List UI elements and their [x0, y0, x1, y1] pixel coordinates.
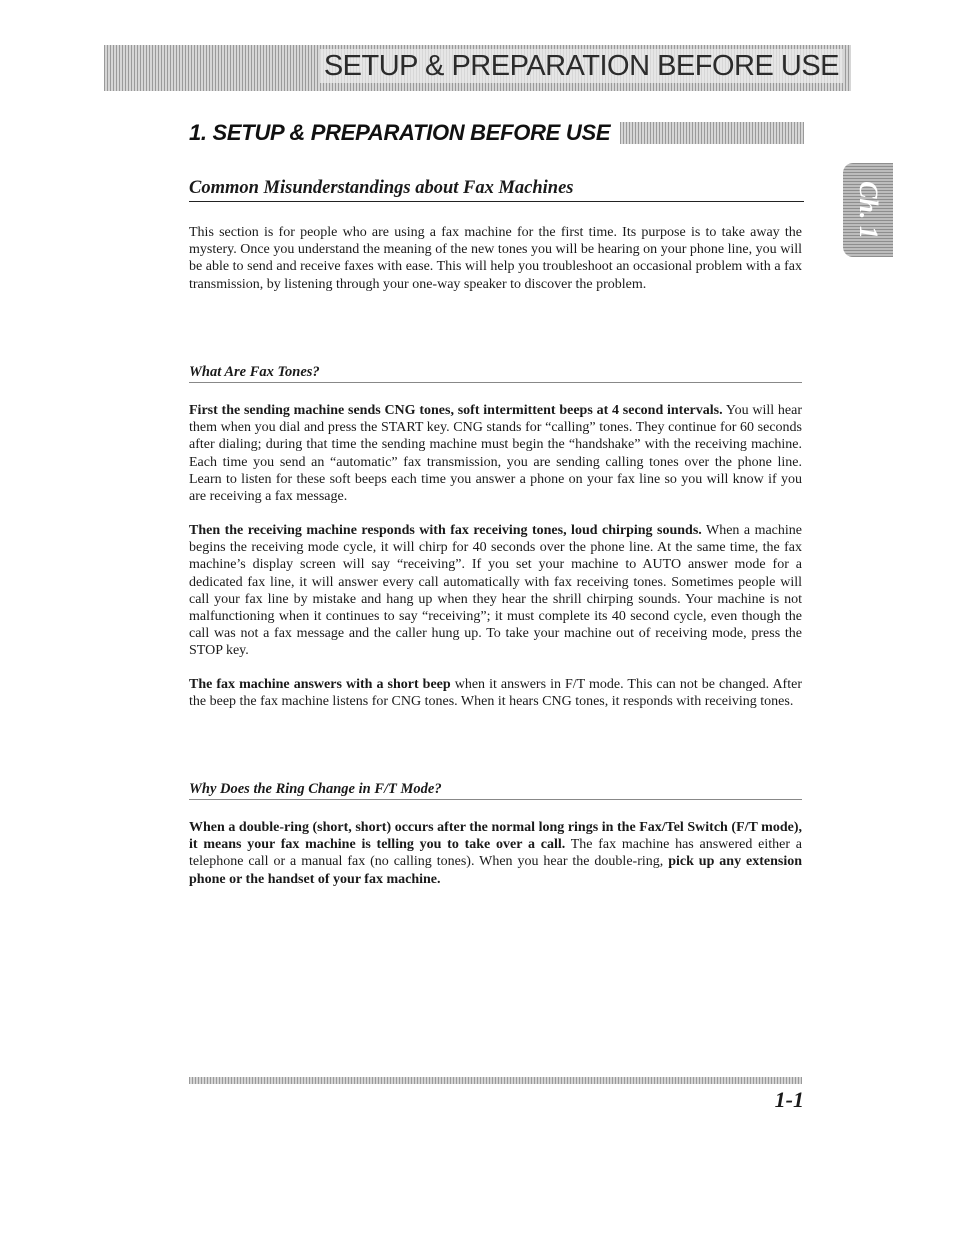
ring-change-closing: pick up any extension phone or the handset of your fax machine. [189, 854, 802, 887]
fax-tones-paragraph-2 [189, 522, 802, 660]
running-header-text: SETUP & PREPARATION BEFORE USE [320, 49, 843, 83]
fax-tones-p1-text: You will hear them when you dial and press the START key. CNG stands for “calling” tones. They continue for 60 seconds after dialing; during that time the sending machine must begin the “handshake” with the receiving machine. Each time you send an “automatic” fax transmission, you are sending calling tones over the phone line. Learn to listen for these soft beeps each time you answer a phone on your fax line so you will know if you are receiving a fax message. [189, 403, 803, 505]
fax-tones-p2-lead: Then the receiving machine responds with fax receiving tones, loud chirping sounds. [189, 523, 702, 538]
ring-change-paragraph [189, 819, 802, 888]
fax-tones-paragraph-3 [189, 676, 802, 710]
chapter-tab [843, 163, 893, 257]
page-number: 1-1 [774, 1087, 804, 1112]
fax-tones-paragraph-1 [189, 402, 802, 505]
fax-tones-p2-text: When a machine begins the receiving mode cycle, it will chirp for 40 seconds over the phone line. At the same time, the fax machine’s display screen will say “receiving”. If you set your machine to AUTO answer mode for a dedicated fax line, it will answer every call automatically with fax receiving tones. Sometimes people will call your fax line by mistake and hang up when they hear the shrill chirping sounds. Your machine is not malfunctioning when it continues to say “receiving”; it must complete its 40 second cycle, even though the call was not a fax message and the caller hung up. To take your machine out of receiving mode, press the STOP key. [189, 523, 803, 659]
section-title: Common Misunderstandings about Fax Machines [189, 178, 804, 202]
chapter-title [189, 116, 804, 150]
chapter-title-text: 1. SETUP & PREPARATION BEFORE USE [189, 120, 611, 145]
fax-tones-p1-lead: First the sending machine sends CNG tones, soft intermittent beeps at 4 second intervals. [189, 403, 723, 418]
chapter-title-bar [620, 122, 804, 144]
ring-change-text: The fax machine has answered either a telephone call or a manual fax (no calling tones). When you hear the double-ring, [189, 837, 802, 870]
running-header-band [104, 45, 851, 91]
fax-tones-p3-lead: The fax machine answers with a short beep [189, 677, 451, 692]
intro-paragraph: This section is for people who are using a fax machine for the first time. Its purpose is to take away the mystery. Once you understand the meaning of the new tones you will be hearing on your phone line, you will be able to send and receive faxes with ease. This will help you troubleshoot an occasional problem with a fax transmission, by listening through your one-way speaker to discover the problem. [189, 225, 802, 292]
ring-change-lead: When a double-ring (short, short) occurs after the normal long rings in the Fax/Tel Switch (F/T mode), it means your fax machine is telling you to take over a call. [189, 820, 802, 853]
subsection-title-fax-tones: What Are Fax Tones? [189, 364, 802, 383]
fax-tones-p3-text: when it answers in F/T mode. This can not be changed. After the beep the fax machine listens for CNG tones. When it hears CNG tones, it responds with receiving tones. [189, 677, 802, 710]
subsection-title-ring-change: Why Does the Ring Change in F/T Mode? [189, 781, 802, 800]
footer-bar [189, 1077, 802, 1084]
chapter-tab-label: Ch. 1 [854, 181, 883, 239]
